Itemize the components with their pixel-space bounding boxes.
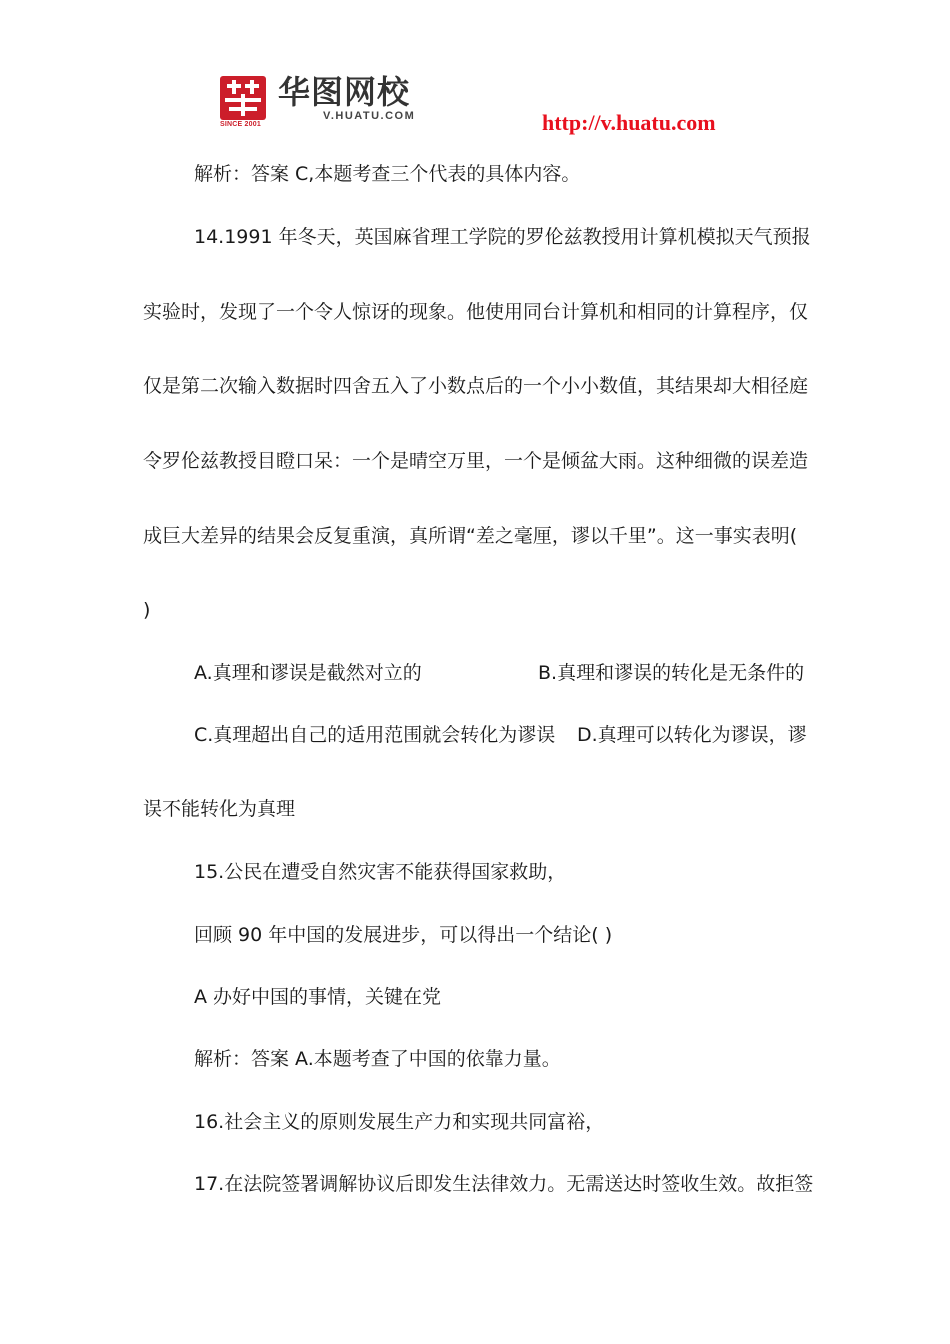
question-14-option-d: D.真理可以转化为谬误，谬	[577, 724, 807, 746]
question-14-line-4: 令罗伦兹教授目瞪口呆：一个是晴空万里，一个是倾盆大雨。这种细微的误差造	[143, 450, 809, 472]
question-14-line-5: 成巨大差异的结果会反复重演，真所谓“差之毫厘，谬以千里”。这一事实表明(	[143, 525, 798, 547]
logo-brand-name: 华图网校	[278, 73, 411, 111]
question-17: 17.在法院签署调解协议后即发生法律效力。无需送达时签收生效。故拒签	[194, 1173, 814, 1195]
logo-since-text: SINCE 2001	[220, 121, 261, 128]
question-16: 16.社会主义的原则发展生产力和实现共同富裕，	[194, 1111, 605, 1133]
page-header	[0, 0, 950, 150]
question-15-answer: A 办好中国的事情，关键在党	[194, 986, 442, 1008]
answer-analysis-15: 解析：答案 A.本题考查了中国的依靠力量。	[194, 1048, 561, 1070]
question-14-option-d-cont: 误不能转化为真理	[143, 798, 296, 820]
question-14-line-3: 仅是第二次输入数据时四舍五入了小数点后的一个小小数值，其结果却大相径庭	[143, 375, 809, 397]
logo-url-text: V.HUATU.COM	[323, 110, 416, 122]
huatu-logo[interactable]	[220, 73, 450, 132]
huatu-logo-icon	[220, 76, 266, 120]
question-14-option-c: C.真理超出自己的适用范围就会转化为谬误	[194, 724, 556, 746]
question-14-option-a: A.真理和谬误是截然对立的	[194, 662, 422, 684]
question-14-option-b: B.真理和谬误的转化是无条件的	[538, 662, 805, 684]
answer-analysis-13: 解析：答案 C,本题考查三个代表的具体内容。	[194, 163, 581, 185]
huatu-website-link[interactable]: http://v.huatu.com	[542, 110, 716, 135]
question-14-line-2: 实验时，发现了一个令人惊讶的现象。他使用同台计算机和相同的计算程序，仅	[143, 301, 809, 323]
question-15-stem: 回顾 90 年中国的发展进步，可以得出一个结论( )	[194, 924, 613, 946]
question-15: 15.公民在遭受自然灾害不能获得国家救助，	[194, 861, 567, 883]
question-14-line-1: 14.1991 年冬天，英国麻省理工学院的罗伦兹教授用计算机模拟天气预报	[194, 226, 811, 248]
question-14-line-6: )	[143, 599, 151, 621]
